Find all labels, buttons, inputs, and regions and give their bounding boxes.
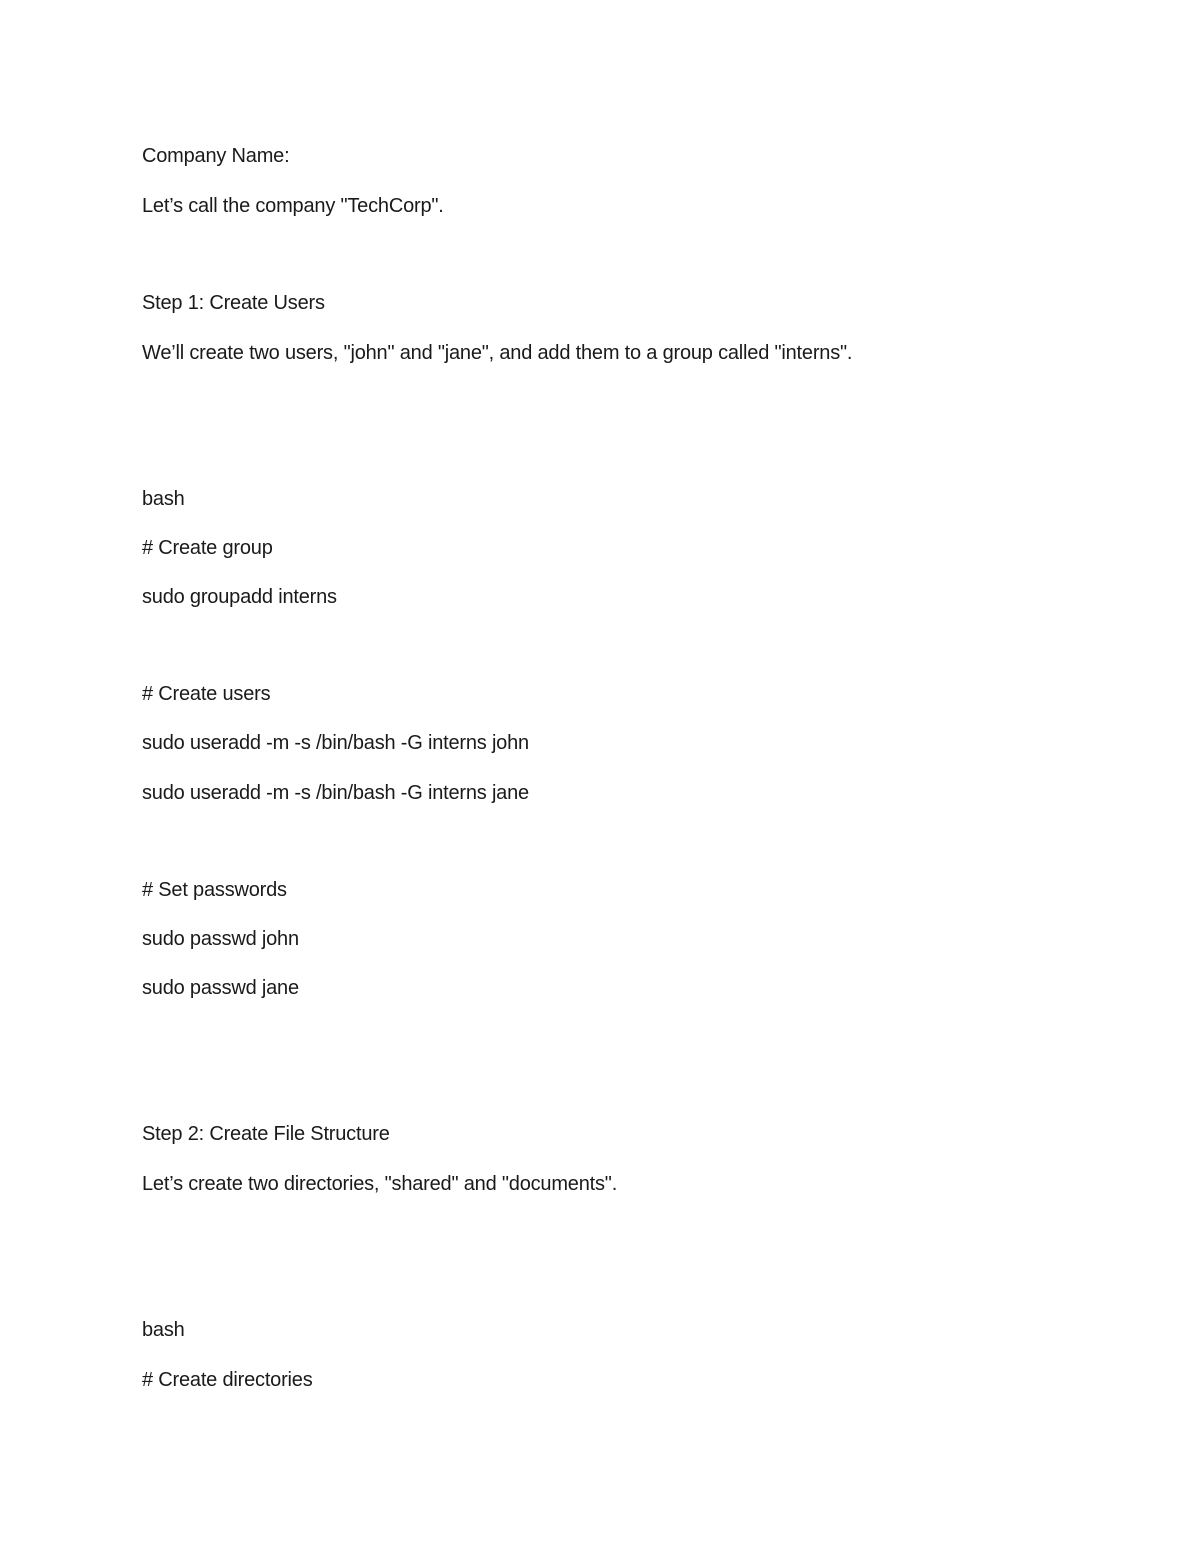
code-comment-set-passwords: # Set passwords xyxy=(142,879,287,901)
step2-heading: Step 2: Create File Structure xyxy=(142,1123,390,1145)
step1-code-label: bash xyxy=(142,488,185,510)
code-comment-create-directories: # Create directories xyxy=(142,1369,313,1391)
step1-heading: Step 1: Create Users xyxy=(142,292,325,314)
code-line-passwd-jane: sudo passwd jane xyxy=(142,977,299,999)
code-line-groupadd: sudo groupadd interns xyxy=(142,586,337,608)
code-comment-create-group: # Create group xyxy=(142,537,273,559)
code-line-useradd-jane: sudo useradd -m -s /bin/bash -G interns jane xyxy=(142,782,529,804)
step2-description: Let’s create two directories, "shared" and "documents". xyxy=(142,1173,618,1195)
company-heading: Company Name: xyxy=(142,145,290,167)
code-comment-create-users: # Create users xyxy=(142,683,271,705)
step1-description: We’ll create two users, "john" and "jane", and add them to a group called "interns". xyxy=(142,342,853,364)
code-line-passwd-john: sudo passwd john xyxy=(142,928,299,950)
step2-code-label: bash xyxy=(142,1319,185,1341)
code-line-useradd-john: sudo useradd -m -s /bin/bash -G interns john xyxy=(142,732,529,754)
company-sentence: Let’s call the company "TechCorp". xyxy=(142,195,444,217)
